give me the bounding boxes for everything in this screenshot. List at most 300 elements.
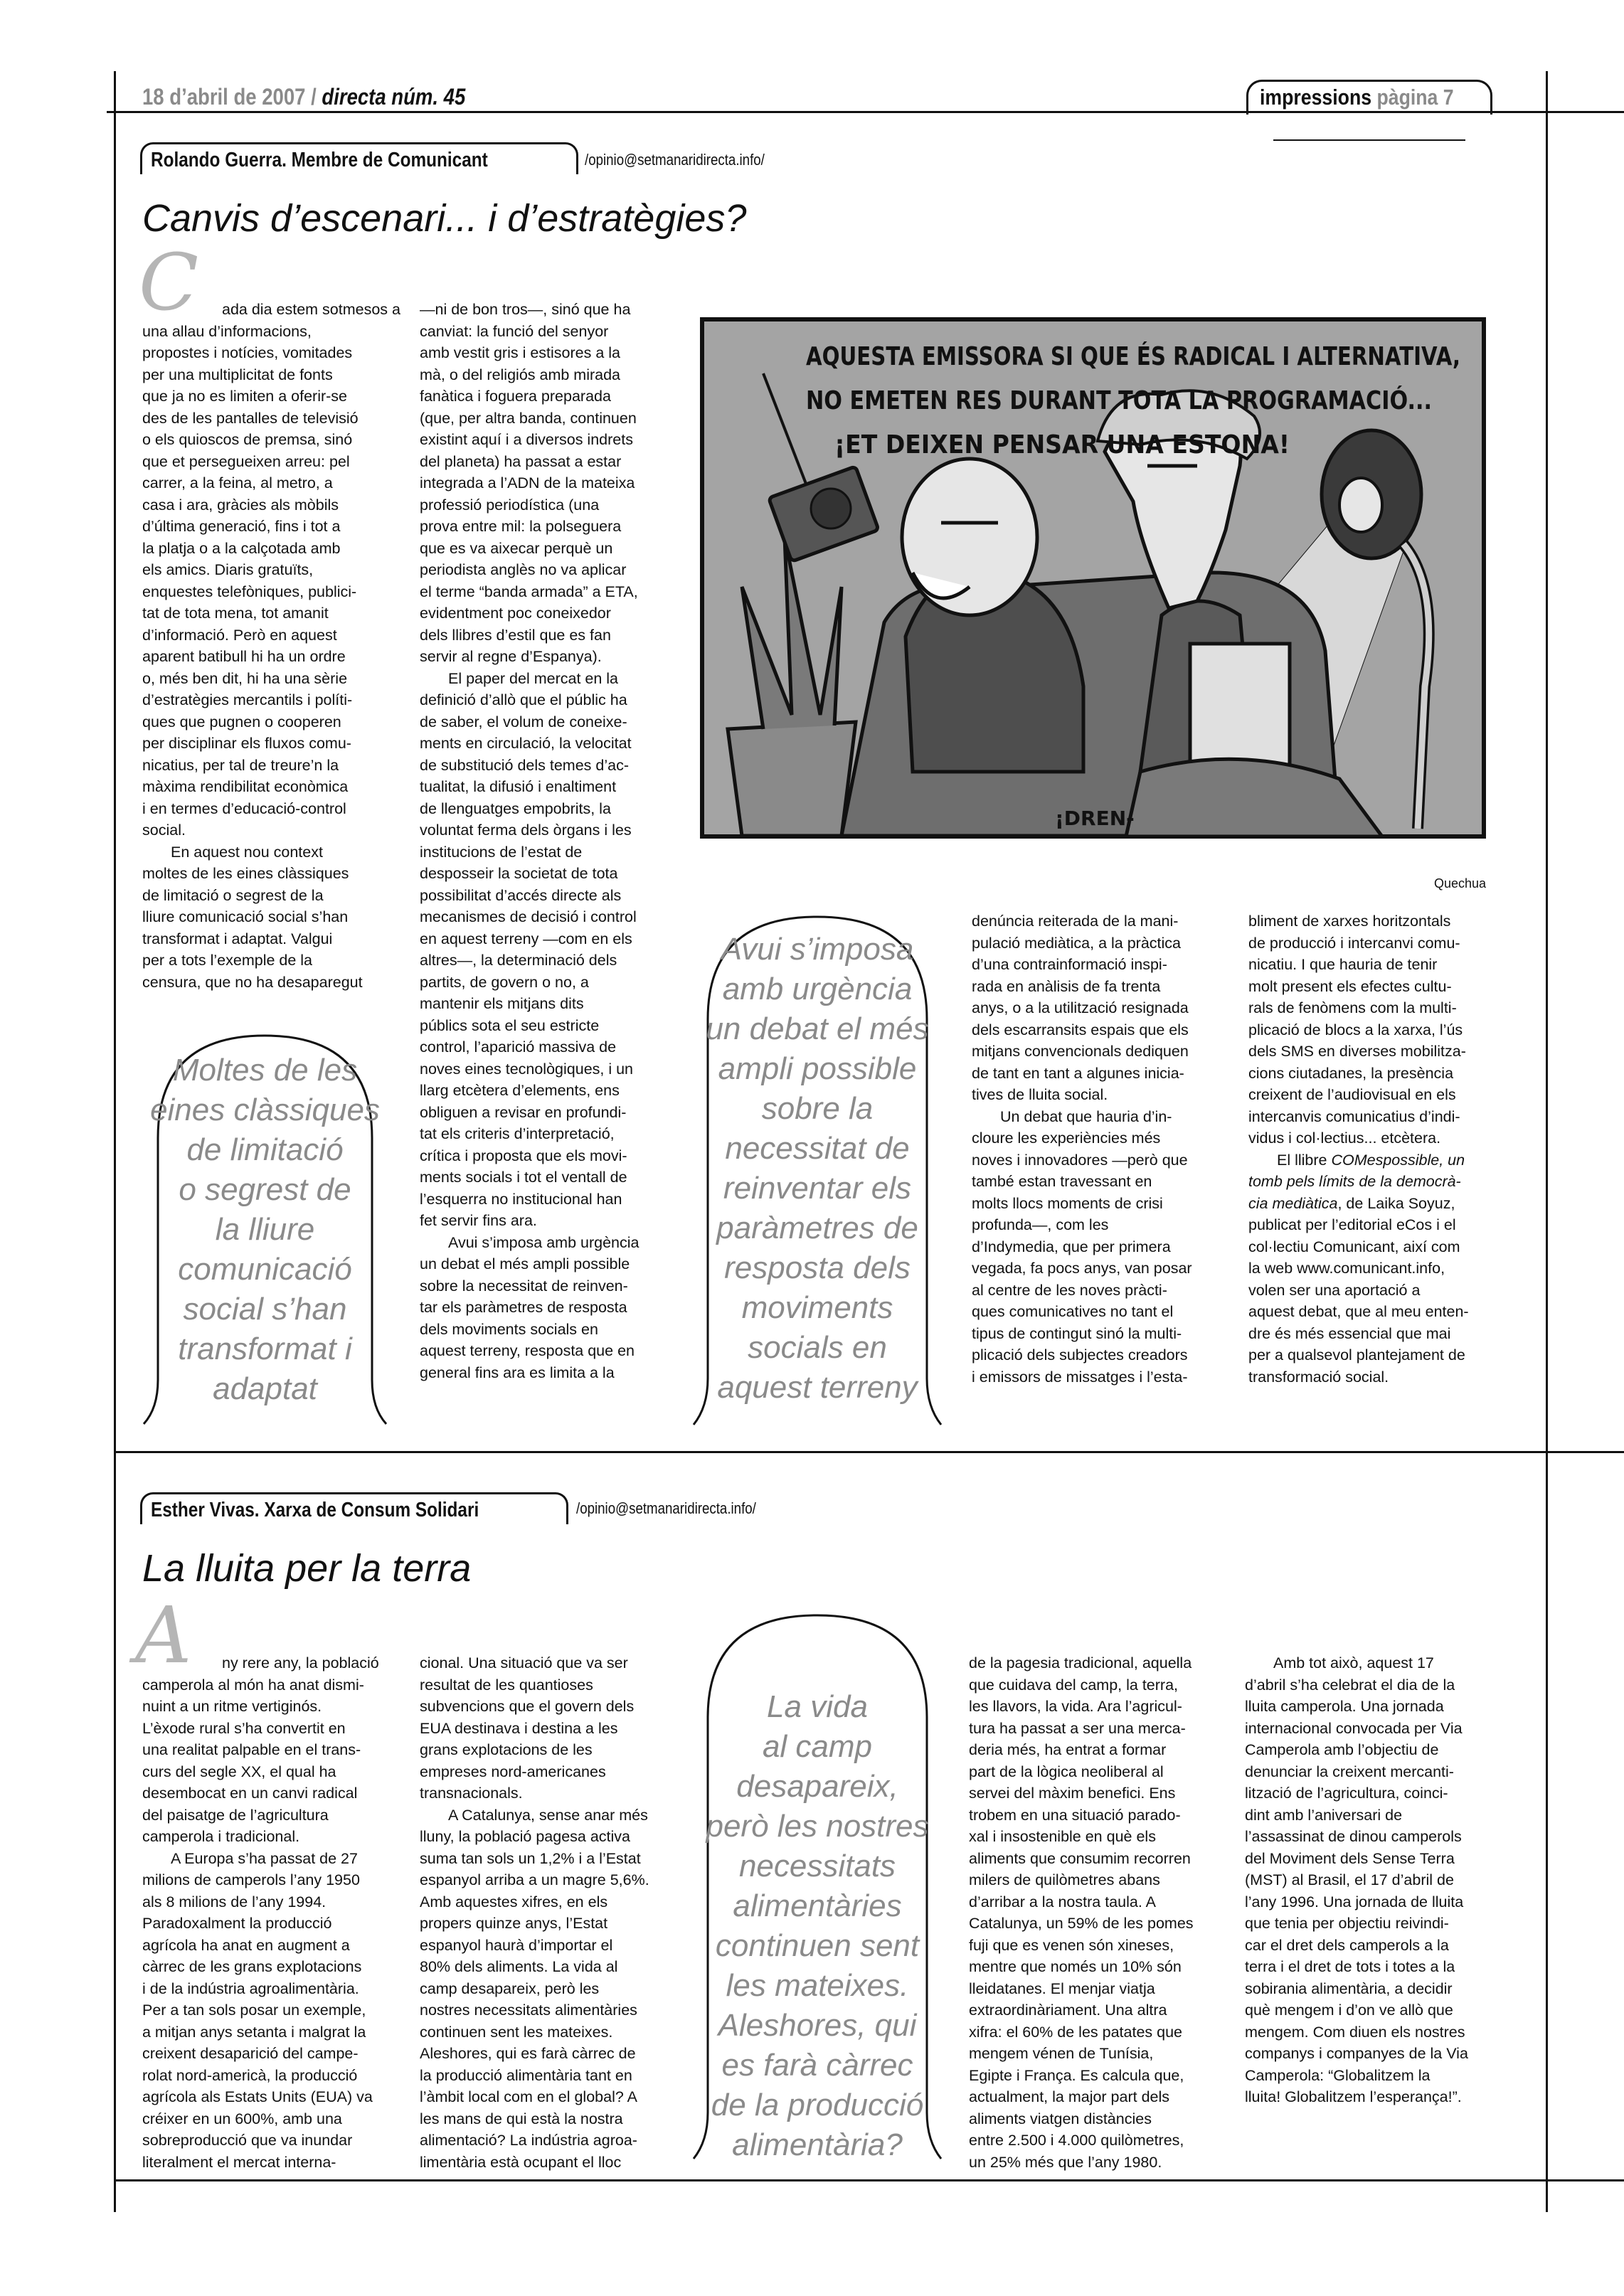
text-line: i de la indústria agroalimentària. [142, 1979, 359, 1997]
text-line: sobre la necessitat de reinven- [420, 1277, 628, 1295]
text-line: limentària està ocupant el lloc [420, 2153, 622, 2171]
text-line: plicació dels subjectes creadors [972, 1346, 1188, 1364]
text-line: o, més ben dit, hi ha una sèrie [142, 669, 348, 687]
text-line: L’èxode rural s’ha convertit en [142, 1719, 346, 1737]
text-line: Aleshores, qui es farà càrrec de [420, 2045, 636, 2062]
pull-quote-line: un debat el més [706, 1011, 929, 1046]
text-line: mengem. Com diuen els nostres [1245, 2023, 1465, 2041]
text-line: plicació de blocs a la xarxa, l’ús [1248, 1021, 1463, 1038]
text-line: què mengem i d’on ve allò que [1245, 2002, 1453, 2019]
text-line: o els quioscos de premsa, sinó [142, 431, 353, 448]
pull-quote-line: reinventar els [723, 1171, 912, 1206]
text-line: noves eines tecnològiques, i un [420, 1060, 634, 1078]
text-line: una allau d’informacions, [142, 322, 312, 340]
text-line: Amb tot això, aquest 17 [1273, 1654, 1434, 1671]
text-line: càrrec de les grans explotacions [142, 1958, 362, 1975]
section-tab [1246, 80, 1492, 115]
text-line: de limitació o segrest de la [142, 886, 324, 904]
text-line: suma tan sols un 1,2% i a l’Estat [420, 1849, 641, 1867]
text-line: desembocat en un canvi radical [142, 1785, 358, 1802]
text-line: extraordinàriament. Una altra [969, 2002, 1167, 2019]
text-line: l’assassinat de dinou camperols [1245, 1828, 1462, 1845]
text-line: censura, que no ha desaparegut [142, 973, 363, 991]
pull-quote-line: però les nostres [706, 1809, 929, 1844]
pull-quote-line: necessitats [738, 1849, 896, 1883]
text-line: subvencions que el govern dels [420, 1698, 635, 1715]
text-line: noves i innovadores —però que [972, 1151, 1188, 1169]
text-line: (que, per altra banda, continuen [420, 409, 637, 427]
pull-quote-line: sobre la [761, 1091, 874, 1126]
pull-quote-line: continuen sent [715, 1928, 920, 1963]
text-line: agrícola als Estats Units (EUA) va [142, 2088, 373, 2105]
text-line: les mans de qui està la nostra [420, 2110, 623, 2127]
article2-column-2 [420, 1652, 665, 2173]
text-line: dels escarransits espais que els [972, 1021, 1189, 1038]
text-line: d’una contrainformació inspi- [972, 956, 1167, 973]
text-line: xal i insostenible en què els [969, 1828, 1156, 1845]
text-line: rada en anàlisis de fa trenta [972, 977, 1161, 995]
text-line: tomb pels límits de la democrà- [1248, 1173, 1461, 1190]
issue-number: directa núm. 45 [322, 84, 466, 110]
pull-quote [142, 1031, 388, 1424]
paragraph [969, 1652, 1214, 2173]
pull-quote-line: la lliure [215, 1212, 315, 1247]
text-line: de tant en tant a algunes inicia- [972, 1064, 1184, 1082]
pull-quote [692, 1611, 943, 2162]
pull-quote-line: moviments [741, 1290, 893, 1325]
article1-column-2 [420, 299, 665, 1383]
text-line: que cuidava del camp, la terra, [969, 1676, 1178, 1694]
text-line: camp desapareix, però les [420, 1979, 600, 1997]
cartoon-speech-line: ¡ET DEIXEN PENSAR UNA ESTONA! [834, 430, 1290, 459]
cartoon-speech-line: NO EMETEN RES DURANT TOTA LA PROGRAMACIÓ... [806, 386, 1551, 415]
pull-quote-line: aquest terreny [717, 1370, 918, 1405]
paragraph [972, 910, 1217, 1106]
text-line: aliments que consumim recorren [969, 1849, 1191, 1867]
text-line: de substitució dels temes d’ac- [420, 756, 629, 774]
text-line: bliment de xarxes horitzontals [1248, 913, 1451, 930]
text-line: aparent batibull hi ha un ordre [142, 648, 346, 665]
text-line: institucions de l’estat de [420, 843, 583, 861]
text-line: crítica i proposta que els movi- [420, 1147, 627, 1164]
text-line: denúncia reiterada de la mani- [972, 913, 1179, 930]
text-line: d’estratègies mercantils i políti- [142, 691, 353, 708]
text-line: voluntat ferma dels òrgans i les [420, 822, 632, 839]
section-name: impressions [1260, 85, 1372, 110]
text-line: integrada a l’ADN de la mateixa [420, 474, 635, 491]
text-line: El paper del mercat en la [448, 669, 619, 687]
issue-date: 18 d’abril de 2007 / [142, 84, 322, 110]
text-line: dre és més essencial que mai [1248, 1324, 1451, 1342]
text-line: xifra: el 60% de les patates que [969, 2023, 1182, 2041]
text-line: creixent desaparició del campe- [142, 2045, 359, 2062]
text-line: moltes de les eines clàssiques [142, 865, 349, 882]
text-line: des de les pantalles de televisió [142, 409, 359, 427]
text-line: d’Indymedia, que per primera [972, 1238, 1171, 1255]
text-line: i en termes d’educació-control [142, 799, 346, 817]
text-line: tar els paràmetres de resposta [420, 1299, 627, 1316]
text-line: al centre de les noves pràcti- [972, 1281, 1167, 1299]
section-underline [1273, 139, 1465, 141]
text-line: públics sota el seu estricte [420, 1016, 600, 1034]
text-line: aquest terreny, resposta que en [420, 1342, 635, 1359]
paragraph [420, 1805, 665, 2174]
text-line: vidus i col·lectius... etcètera. [1248, 1130, 1441, 1147]
text-line: A Europa s’ha passat de 27 [171, 1849, 358, 1867]
text-line: tipus de contingut sinó la multi- [972, 1324, 1182, 1342]
text-line: rals de fenòmens com la multi- [1248, 999, 1457, 1016]
text-line: obliguen a revisar en profundi- [420, 1103, 627, 1121]
text-line: publicat per l’editorial eCos i el [1248, 1216, 1456, 1233]
text-line: evidentment poc coneixedor [420, 605, 611, 622]
text-line: servei del màxim benefici. Ens [969, 1785, 1176, 1802]
text-line: cional. Una situació que va ser [420, 1654, 628, 1671]
text-line: partits, de govern o no, a [420, 973, 589, 991]
text-line: 80% dels aliments. La vida al [420, 1958, 618, 1975]
text-line: del Moviment dels Sense Terra [1245, 1849, 1455, 1867]
text-line: cia mediàtica, de Laika Soyuz, [1248, 1194, 1455, 1212]
pull-quote-line: les mateixes. [726, 1968, 909, 2003]
text-line: rolat nord-americà, la producció [142, 2066, 358, 2084]
text-line: denunciar la creixent mercanti- [1245, 1763, 1454, 1780]
text-line: màxima rendibilitat econòmica [142, 778, 349, 795]
text-line: lluny, la població pagesa activa [420, 1828, 631, 1845]
text-line: camperola al món ha anat dismi- [142, 1676, 364, 1694]
cartoonist-signature: ¡DREN- [1055, 807, 1135, 830]
pull-quote [692, 913, 943, 1425]
text-line: internacional convocada per Via [1245, 1719, 1463, 1737]
text-line: dint amb l’aniversari de [1245, 1806, 1403, 1824]
text-line: mitjans convencionals dediquen [972, 1043, 1189, 1060]
text-line: cions ciutadanes, la presència [1248, 1064, 1454, 1082]
pull-quote-line: transformat i [178, 1332, 352, 1366]
text-line: per una multiplicitat de fonts [142, 366, 333, 383]
text-line: a mitjan anys setanta i malgrat la [142, 2023, 366, 2041]
author-name: Esther Vivas. Xarxa de Consum Solidari [151, 1499, 479, 1521]
footer-rule [114, 2179, 1624, 2181]
text-line: nuint a un ritme vertiginós. [142, 1698, 322, 1715]
text-line: El llibre COMespossible, un [1277, 1151, 1465, 1169]
cartoon-credit: Quechua [1434, 876, 1487, 891]
text-line: sobreproducció que va inundar [142, 2132, 353, 2149]
article1-column-4 [1248, 910, 1494, 1388]
drop-cap: A [135, 1590, 192, 1681]
text-line: per a qualsevol plantejament de [1248, 1346, 1465, 1364]
text-line: vegada, fa pocs anys, van posar [972, 1260, 1192, 1277]
text-line: ments en circulació, la velocitat [420, 735, 632, 752]
pull-quote-line: socials en [748, 1330, 887, 1365]
text-line: col·lectiu Comunicant, així com [1248, 1238, 1460, 1255]
text-line: dels SMS en diverses mobilitza- [1248, 1043, 1466, 1060]
text-line: agrícola ha anat en augment a [142, 1936, 350, 1954]
paragraph [420, 299, 665, 668]
text-line: social. [142, 822, 186, 839]
text-line: tualitat, la difusió i enaltiment [420, 778, 617, 795]
text-line: anys, o a la utilització resignada [972, 999, 1189, 1016]
text-line: de saber, el volum de coneixe- [420, 713, 627, 730]
pull-quote-line: social s’han [183, 1292, 347, 1327]
text-line: un debat el més ampli possible [420, 1255, 630, 1272]
cartoon-speech-line: AQUESTA EMISSORA SI QUE ÉS RADICAL I ALTERNATIVA, [806, 342, 1612, 371]
pull-quote-line: adaptat [213, 1371, 317, 1406]
text-line: créixer en un 600%, amb una [142, 2110, 342, 2127]
text-line: l’esquerra no institucional han [420, 1190, 622, 1208]
article-title: La lluita per la terra [142, 1547, 472, 1590]
text-line: la web www.comunicant.info, [1248, 1260, 1445, 1277]
text-line: entre 2.500 i 4.000 quilòmetres, [969, 2132, 1184, 2149]
text-line: mantenir els mitjans dits [420, 995, 584, 1012]
text-line: el terme “banda armada” a ETA, [420, 583, 638, 600]
text-line: car el dret dels camperols a la [1245, 1936, 1449, 1954]
text-line: actualment, la major part dels [969, 2088, 1170, 2105]
article2-column-4 [1245, 1652, 1490, 2108]
paragraph [142, 1652, 388, 1848]
text-line: part de la lògica neoliberal al [969, 1763, 1164, 1780]
text-line: transformat i adaptat. Valgui [142, 930, 333, 947]
text-line: canviat: la funció del senyor [420, 322, 609, 340]
text-line: Amb aquestes xifres, en els [420, 1893, 608, 1910]
text-line: per disciplinar els fluxos comu- [142, 735, 351, 752]
pull-quote-line: paràmetres de [716, 1211, 918, 1245]
text-line: —ni de bon tros—, sinó que ha [420, 301, 631, 318]
text-line: milions de camperols l’any 1950 [142, 1871, 360, 1888]
paragraph [142, 1848, 388, 2174]
text-line: existint aquí i a diversos indrets [420, 431, 633, 448]
text-line: professió periodística (una [420, 496, 600, 514]
text-line: mentre que només un 10% són [969, 1958, 1182, 1975]
text-line: molts llocs moments de crisi [972, 1194, 1163, 1212]
text-line: servir al regne d’Espanya). [420, 648, 602, 665]
pull-quote-text [692, 1687, 943, 2165]
text-line: que es va aixecar perquè un [420, 539, 613, 557]
pull-quote-line: de limitació [186, 1132, 344, 1167]
text-line: aquest debat, que al meu enten- [1248, 1303, 1469, 1320]
text-line: aliments viatgen distàncies [969, 2110, 1152, 2127]
paragraph [420, 1232, 665, 1384]
text-line: Camperola: “Globalitzem la [1245, 2066, 1431, 2084]
text-line: fet servir fins ara. [420, 1212, 537, 1229]
pull-quote-line: o segrest de [179, 1172, 351, 1207]
paragraph [142, 299, 400, 841]
text-line: d’informació. Però en aquest [142, 626, 337, 644]
text-line: els amics. Diaris gratuïts, [142, 561, 314, 578]
paragraph [420, 668, 665, 1232]
text-line: ques comunicatives no tant el [972, 1303, 1174, 1320]
text-line: lització de l’agricultura, coinci- [1245, 1785, 1448, 1802]
pull-quote-line: resposta dels [724, 1250, 911, 1285]
text-line: control, l’aparició massiva de [420, 1038, 617, 1056]
text-line: grans explotacions de les [420, 1741, 593, 1758]
text-line: periodista anglès no va aplicar [420, 561, 627, 578]
text-line: intercanvis comunicatius d’indi- [1248, 1107, 1460, 1125]
text-line: tives de lluita social. [972, 1086, 1108, 1103]
text-line: llarg etcètera d’elements, ens [420, 1082, 620, 1099]
pull-quote-text [692, 930, 943, 1408]
text-line: trobem en una situació parado- [969, 1806, 1181, 1824]
text-line: que et persegueixen arreu: pel [142, 452, 350, 470]
text-line: en aquest terreny —com en els [420, 930, 632, 947]
text-line: altres—, la determinació dels [420, 952, 617, 969]
text-line: A Catalunya, sense anar més [448, 1806, 648, 1824]
text-line: En aquest nou context [171, 843, 323, 861]
text-line: espanyol haurà d’importar el [420, 1936, 613, 1954]
text-line: camperola i tradicional. [142, 1828, 300, 1845]
author-email[interactable]: /opinio@setmanaridirecta.info/ [576, 1499, 756, 1517]
paragraph [972, 1106, 1217, 1388]
text-line: cloure les experiències més [972, 1130, 1161, 1147]
text-line: general fins ara es limita a la [420, 1364, 615, 1381]
left-margin-rule [114, 71, 116, 2212]
text-line: Camperola amb l’objectiu de [1245, 1741, 1439, 1758]
text-line: prova entre mil: la polseguera [420, 518, 622, 535]
pull-quote-line: alimentàries [733, 1888, 902, 1923]
pull-quote-line: eines clàssiques [150, 1093, 380, 1127]
text-line: tura ha passat a ser una merca- [969, 1719, 1186, 1737]
pull-quote-line: ampli possible [718, 1051, 917, 1086]
text-line: Catalunya, un 59% de les pomes [969, 1915, 1194, 1932]
article2-column-1 [142, 1652, 388, 2173]
author-email[interactable]: /opinio@setmanaridirecta.info/ [585, 151, 765, 169]
text-line: Un debat que hauria d’in- [1000, 1107, 1172, 1125]
text-line: d’abril s’ha celebrat el dia de la [1245, 1676, 1455, 1694]
text-line: pulació mediàtica, a la pràctica [972, 934, 1181, 952]
pull-quote-line: al camp [762, 1729, 873, 1764]
text-line: per a tots l’exemple de la [142, 952, 313, 969]
text-line: carrer, a la feina, al metro, a [142, 474, 333, 491]
text-line: dels llibres d’estil que es fan [420, 626, 611, 644]
text-line: ments socials i tot el ventall de [420, 1169, 627, 1186]
text-line: també estan travessant en [972, 1173, 1152, 1190]
text-line: d’última generació, fins i tot a [142, 518, 341, 535]
text-line: de producció i intercanvi comu- [1248, 934, 1460, 952]
page-header [142, 84, 465, 110]
text-line: amb vestit gris i estisores a la [420, 344, 620, 361]
article1-column-1 [142, 299, 400, 993]
text-line: als 8 milions de l’any 1994. [142, 1893, 327, 1910]
text-line: continuen sent les mateixes. [420, 2023, 613, 2041]
text-line: fanàtica i foguera preparada [420, 388, 611, 405]
text-line: creixent de l’audiovisual en els [1248, 1086, 1456, 1103]
pull-quote-line: es farà càrrec [721, 2048, 913, 2083]
text-line: desposseir la societat de tota [420, 865, 618, 882]
text-line: EUA destinava i destina a les [420, 1719, 618, 1737]
pull-quote-line: La vida [767, 1689, 868, 1724]
page-number: pàgina 7 [1371, 85, 1454, 110]
text-line: la platja o a la calçotada amb [142, 539, 341, 557]
text-line: nicatiu. I que hauria de tenir [1248, 956, 1438, 973]
text-line: Paradoxalment la producció [142, 1915, 332, 1932]
text-line: d’arribar a la nostra taula. A [969, 1893, 1156, 1910]
text-line: dels moviments socials en [420, 1320, 598, 1338]
text-line: del paisatge de l’agricultura [142, 1806, 329, 1824]
text-line: propostes i notícies, vomitades [142, 344, 353, 361]
article1-column-3 [972, 910, 1217, 1388]
text-line: nostres necessitats alimentàries [420, 2002, 637, 2019]
pull-quote-line: alimentària? [732, 2127, 903, 2162]
text-line: transformació social. [1248, 1368, 1389, 1386]
text-line: nicatius, per tal de treure’n la [142, 756, 339, 774]
text-line: casa i ara, gràcies als mòbils [142, 496, 339, 514]
paragraph [1245, 1652, 1490, 2108]
text-line: ny rere any, la població [222, 1654, 379, 1671]
text-line: l’àmbit local com en el global? A [420, 2088, 637, 2105]
text-line: companys i companyes de la Via [1245, 2045, 1468, 2062]
text-line: profunda—, com les [972, 1216, 1109, 1233]
text-line: resultat de les quantioses [420, 1676, 593, 1694]
text-line: tat els criteris d’interpretació, [420, 1125, 615, 1142]
author-tab [140, 1492, 568, 1524]
drop-cap: C [139, 237, 199, 328]
text-line: les llavors, la vida. Ara l’agricul- [969, 1698, 1182, 1715]
author-name: Rolando Guerra. Membre de Comunicant [151, 149, 488, 171]
text-line: de la pagesia tradicional, aquella [969, 1654, 1192, 1671]
cartoon [699, 317, 1612, 839]
text-line: propers quinze anys, l’Estat [420, 1915, 608, 1932]
article-divider [114, 1451, 1624, 1453]
text-line: l’any 1996. Una jornada de lluita [1245, 1893, 1464, 1910]
text-line: milers de quilòmetres abans [969, 1871, 1160, 1888]
text-line: un 25% més que l’any 1980. [969, 2153, 1162, 2171]
text-line: fuji que es venen són xineses, [969, 1936, 1174, 1954]
text-line: empreses nord-americanes [420, 1763, 606, 1780]
text-line: del planeta) ha passat a estar [420, 452, 622, 470]
text-line: possibilitat d’accés directe als [420, 886, 622, 904]
text-line: espanyol arriba a un magre 5,6%. [420, 1871, 649, 1888]
cartoon-illustration [699, 317, 1612, 839]
right-margin-rule [1546, 71, 1548, 2212]
text-line: una realitat palpable en el trans- [142, 1741, 361, 1758]
text-line: curs del segle XX, el qual ha [142, 1763, 336, 1780]
pull-quote-line: comunicació [178, 1252, 352, 1287]
text-line: deria més, ha entrat a formar [969, 1741, 1167, 1758]
text-line: enquestes telefòniques, publici- [142, 583, 357, 600]
paragraph [1248, 910, 1494, 1149]
text-line: Per a tan sols posar un exemple, [142, 2002, 366, 2019]
text-line: la producció alimentària tant en [420, 2066, 632, 2084]
article2-column-3 [969, 1652, 1214, 2173]
text-line: mà, o del religiós amb mirada [420, 366, 621, 383]
text-line: que tenia per objectiu reivindi- [1245, 1915, 1449, 1932]
text-line: (MST) al Brasil, el 17 d’abril de [1245, 1871, 1454, 1888]
pull-quote-text [142, 1051, 388, 1409]
text-line: sobirania alimentària, a decidir [1245, 1979, 1453, 1997]
text-line: lleidatanes. El menjar viatja [969, 1979, 1155, 1997]
text-line: lluita camperola. Una jornada [1245, 1698, 1444, 1715]
text-line: lluita! Globalitzem l’esperança!”. [1245, 2088, 1462, 2105]
paragraph [420, 1652, 665, 1805]
pull-quote-line: de la producció [711, 2088, 924, 2122]
text-line: definició d’allò que el públic ha [420, 691, 627, 708]
text-line: molt present els efectes cultu- [1248, 977, 1452, 995]
text-line: Avui s’imposa amb urgència [448, 1233, 639, 1251]
text-line: mecanismes de decisió i control [420, 908, 637, 925]
text-line: de llenguatges empobrits, la [420, 799, 611, 817]
text-line: Egipte i França. Es calcula que, [969, 2066, 1184, 2084]
text-line: que ja no es limiten a oferir-se [142, 388, 348, 405]
pull-quote-line: amb urgència [722, 972, 913, 1006]
paragraph [142, 841, 388, 994]
pull-quote-line: Aleshores, qui [718, 2008, 917, 2043]
text-line: transnacionals. [420, 1785, 523, 1802]
text-line: tat de tota mena, tot amanit [142, 605, 329, 622]
text-line: ada dia estem sotmesos a [222, 301, 400, 318]
author-tab [140, 142, 578, 174]
text-line: i emissors de missatges i l’esta- [972, 1368, 1188, 1386]
text-line: volen ser una aportació a [1248, 1281, 1421, 1299]
text-line: alimentació? La indústria agroa- [420, 2132, 637, 2149]
article-title: Canvis d’escenari... i d’estratègies? [142, 197, 747, 240]
text-line: ques que pugnen o cooperen [142, 713, 341, 730]
